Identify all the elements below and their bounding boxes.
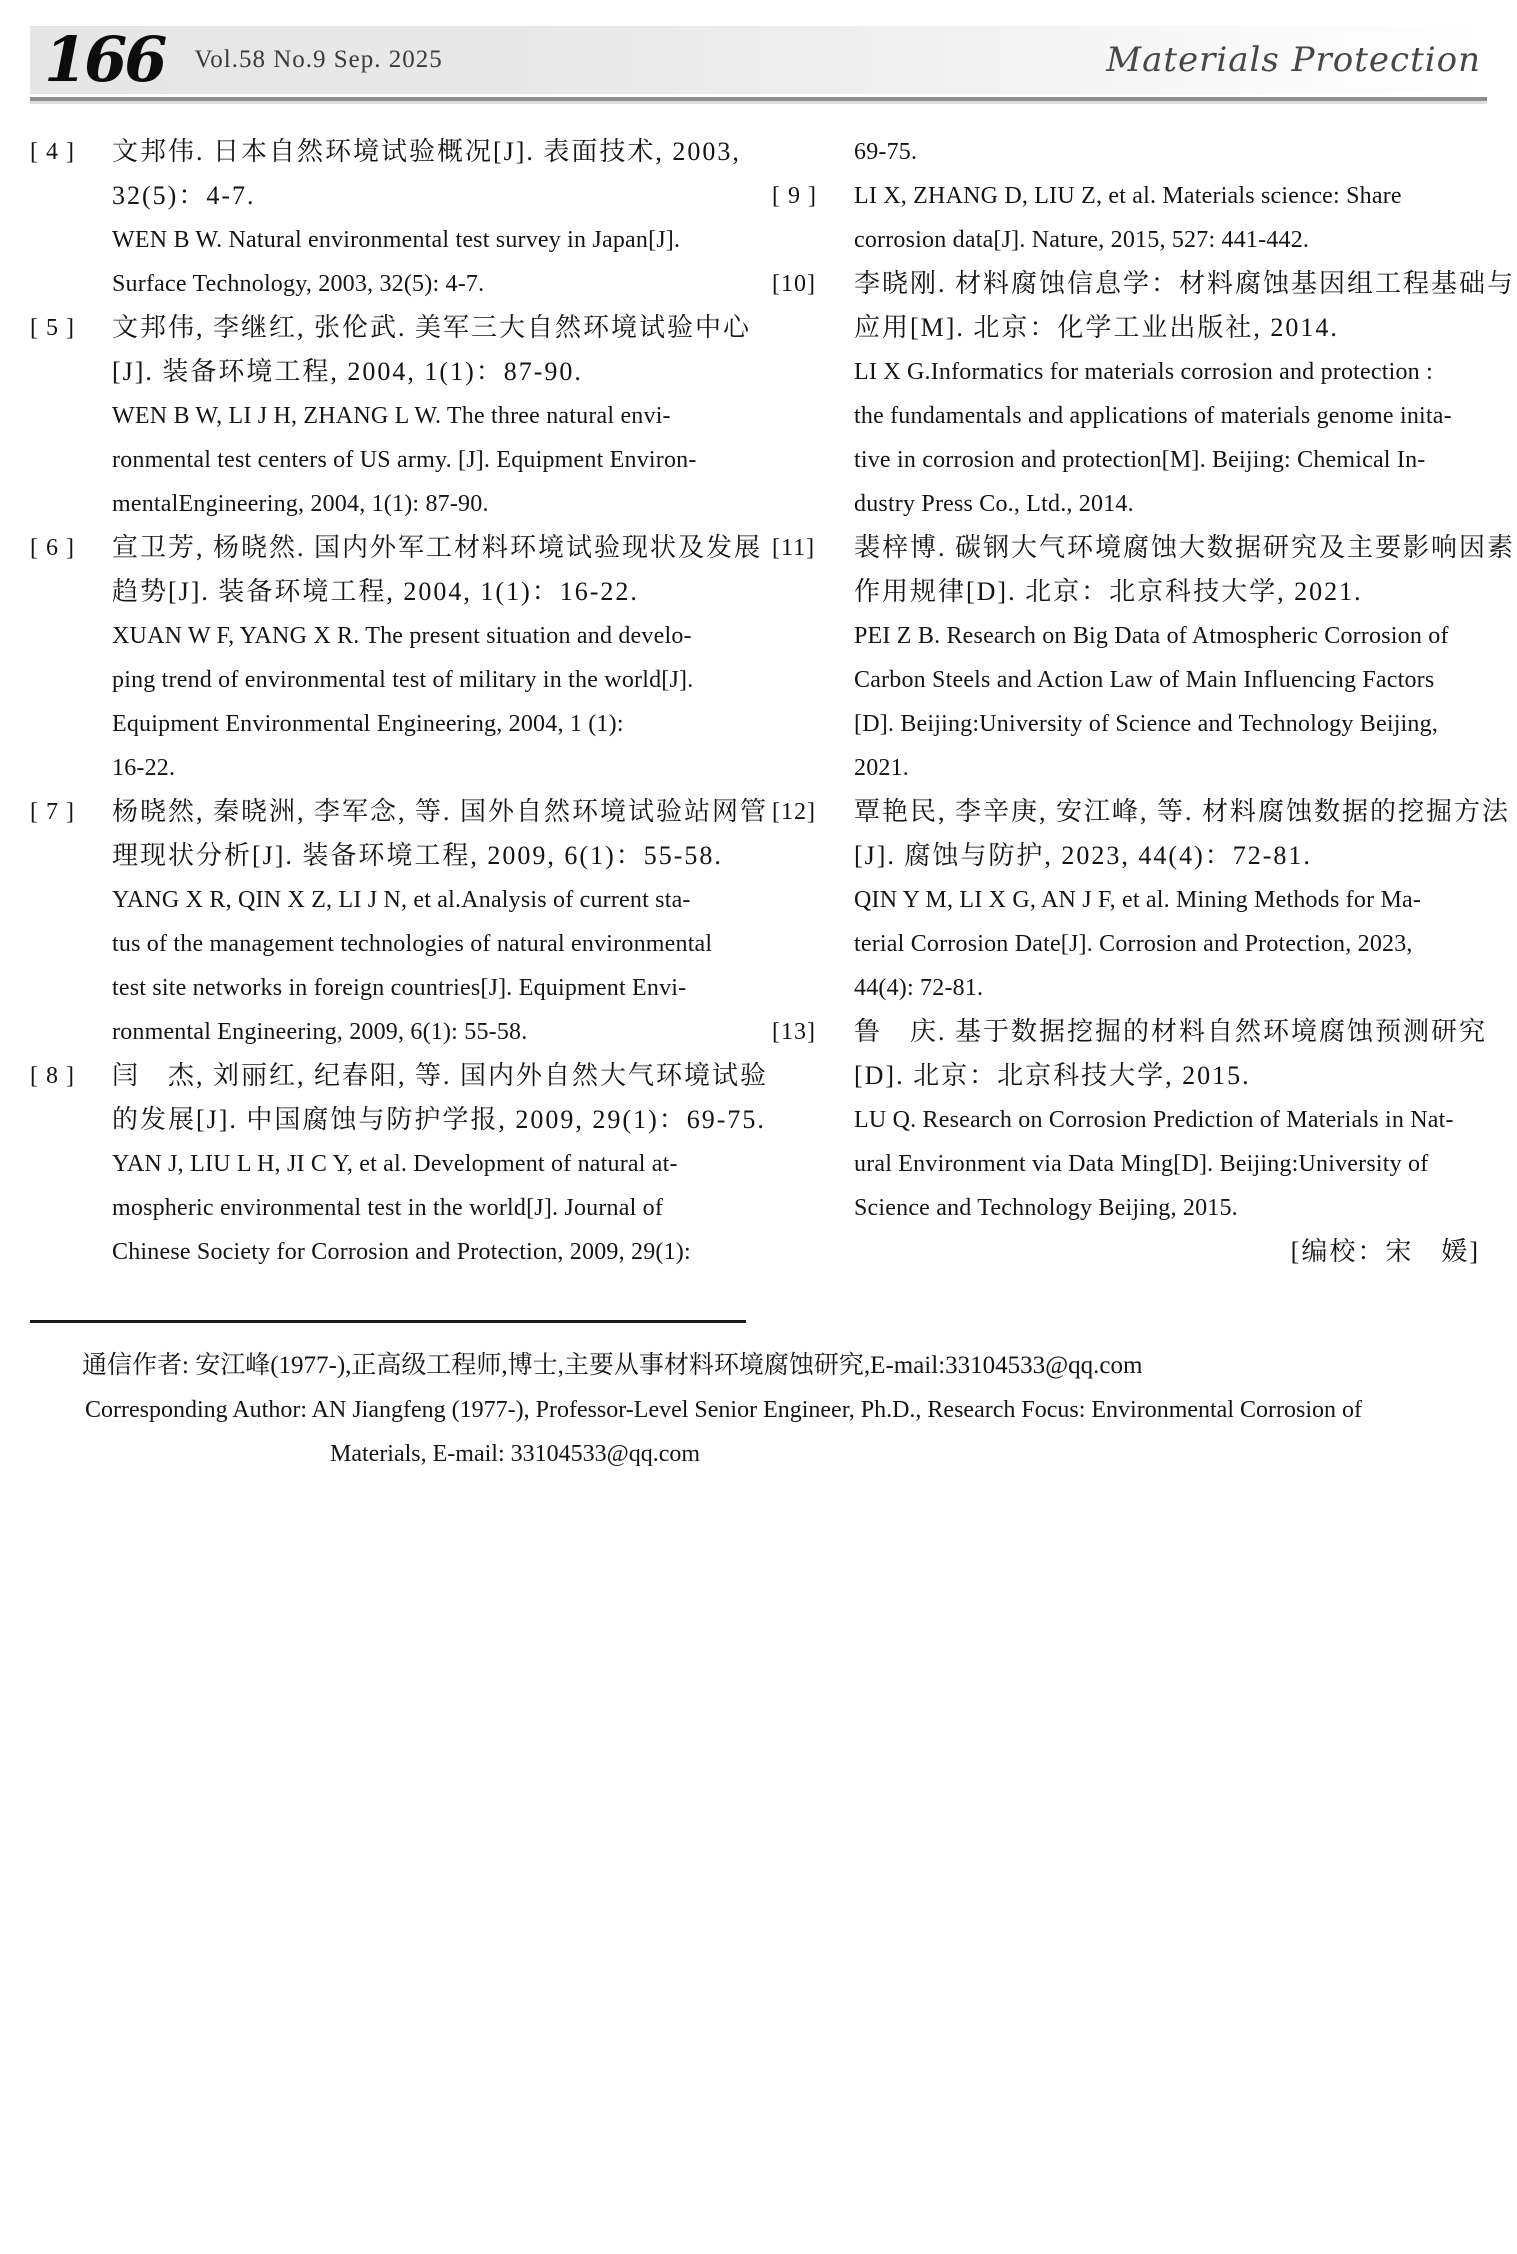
- reference-text: [854, 262, 1515, 526]
- reference-line: PEI Z B. Research on Big Data of Atmospheric Corrosion of: [854, 623, 1449, 649]
- reference-item: [30, 306, 752, 526]
- editor-note: [编校：宋 媛]: [1290, 1237, 1480, 1266]
- reference-line: 杨晓然, 秦晓洲, 李军念, 等. 国外自然环境试验站网管: [112, 797, 769, 826]
- reference-line: 文邦伟. 日本自然环境试验概况[J]. 表面技术, 2003,: [112, 137, 741, 166]
- reference-line: 69-75.: [854, 139, 918, 165]
- reference-item: [772, 1010, 1486, 1230]
- reference-line: Carbon Steels and Action Law of Main Influencing Factors: [854, 667, 1435, 693]
- footer-rule: [30, 1320, 746, 1323]
- reference-line: YANG X R, QIN X Z, LI J N, et al.Analysis of current sta-: [112, 887, 691, 913]
- reference-line: mospheric environmental test in the world[J]. Journal of: [112, 1195, 664, 1221]
- reference-line: ronmental Engineering, 2009, 6(1): 55-58.: [112, 1019, 528, 1045]
- reference-text: [854, 174, 1486, 262]
- reference-line: YAN J, LIU L H, JI C Y, et al. Development of natural at-: [112, 1151, 678, 1177]
- reference-item: [30, 790, 769, 1054]
- reference-line: Surface Technology, 2003, 32(5): 4-7.: [112, 271, 485, 297]
- reference-number: [13]: [772, 1019, 816, 1045]
- corresponding-author-cn: 通信作者: 安江峰(1977-),正高级工程师,博士,主要从事材料环境腐蚀研究,E-mail:33104533@qq.com: [82, 1352, 1143, 1379]
- reference-line: 闫 杰, 刘丽红, 纪春阳, 等. 国内外自然大气环境试验: [112, 1061, 769, 1090]
- issue-info: Vol.58 No.9 Sep. 2025: [194, 46, 443, 73]
- reference-line: XUAN W F, YANG X R. The present situation and develo-: [112, 623, 692, 649]
- header-rule: [30, 97, 1487, 104]
- reference-line: the fundamentals and applications of materials genome inita-: [854, 403, 1452, 429]
- reference-line: 作用规律[D]. 北京：北京科技大学, 2021.: [854, 577, 1363, 606]
- reference-text: [854, 790, 1510, 1010]
- reference-number: [ 4 ]: [30, 139, 75, 165]
- reference-text: [112, 526, 762, 790]
- reference-line: LU Q. Research on Corrosion Prediction of Materials in Nat-: [854, 1107, 1454, 1133]
- reference-number: [ 9 ]: [772, 183, 817, 209]
- reference-number: [ 7 ]: [30, 799, 75, 825]
- reference-line: Science and Technology Beijing, 2015.: [854, 1195, 1238, 1221]
- reference-item: [772, 262, 1516, 526]
- reference-text: [112, 1054, 768, 1274]
- page-number: 166: [44, 23, 165, 96]
- reference-text: [854, 130, 1486, 174]
- reference-line: 鲁 庆. 基于数据挖掘的材料自然环境腐蚀预测研究: [854, 1017, 1488, 1046]
- reference-line: mentalEngineering, 2004, 1(1): 87-90.: [112, 491, 489, 517]
- reference-line: 理现状分析[J]. 装备环境工程, 2009, 6(1)：55-58.: [112, 841, 723, 870]
- references-left-column: [30, 130, 769, 1274]
- reference-line: 应用[M]. 北京：化学工业出版社, 2014.: [854, 313, 1339, 342]
- references-section: [30, 130, 1516, 1274]
- reference-line: LI X, ZHANG D, LIU Z, et al. Materials science: Share: [854, 183, 1402, 209]
- reference-line: test site networks in foreign countries[J]. Equipment Envi-: [112, 975, 687, 1001]
- reference-line: [D]. 北京：北京科技大学, 2015.: [854, 1061, 1251, 1090]
- reference-line: 覃艳民, 李辛庚, 安江峰, 等. 材料腐蚀数据的挖掘方法: [854, 797, 1511, 826]
- reference-line: 2021.: [854, 755, 909, 781]
- reference-line: WEN B W. Natural environmental test survey in Japan[J].: [112, 227, 681, 253]
- reference-line: corrosion data[J]. Nature, 2015, 527: 441-442.: [854, 227, 1310, 253]
- reference-line: terial Corrosion Date[J]. Corrosion and Protection, 2023,: [854, 931, 1413, 957]
- reference-text: [112, 790, 768, 1054]
- reference-number: [10]: [772, 271, 816, 297]
- reference-line: 裴梓博. 碳钢大气环境腐蚀大数据研究及主要影响因素: [854, 533, 1516, 562]
- reference-line: LI X G.Informatics for materials corrosion and protection :: [854, 359, 1433, 385]
- reference-item: [772, 790, 1511, 1010]
- reference-line: ural Environment via Data Ming[D]. Beijing:University of: [854, 1151, 1429, 1177]
- reference-line: Equipment Environmental Engineering, 2004, 1 (1):: [112, 711, 624, 737]
- reference-item: [30, 526, 763, 790]
- reference-item: [30, 130, 744, 306]
- reference-line: dustry Press Co., Ltd., 2014.: [854, 491, 1134, 517]
- reference-line: 李晓刚. 材料腐蚀信息学：材料腐蚀基因组工程基础与: [854, 269, 1516, 298]
- reference-line: tus of the management technologies of natural environmental: [112, 931, 713, 957]
- reference-line: [J]. 装备环境工程, 2004, 1(1)：87-90.: [112, 357, 583, 386]
- reference-line: QIN Y M, LI X G, AN J F, et al. Mining Methods for Ma-: [854, 887, 1422, 913]
- reference-line: [D]. Beijing:University of Science and Technology Beijing,: [854, 711, 1439, 737]
- reference-item: [772, 526, 1516, 790]
- reference-text: [854, 526, 1515, 790]
- reference-line: [J]. 腐蚀与防护, 2023, 44(4)：72-81.: [854, 841, 1312, 870]
- reference-line: tive in corrosion and protection[M]. Beijing: Chemical In-: [854, 447, 1426, 473]
- corresponding-author-en: Corresponding Author: AN Jiangfeng (1977-), Professor-Level Senior Engineer, Ph.D., Research Focus: Environmental Corrosion of: [85, 1397, 1362, 1423]
- reference-line: 44(4): 72-81.: [854, 975, 984, 1001]
- reference-line: WEN B W, LI J H, ZHANG L W. The three natural envi-: [112, 403, 671, 429]
- reference-number: [ 6 ]: [30, 535, 75, 561]
- reference-line: 16-22.: [112, 755, 176, 781]
- reference-number: [ 8 ]: [30, 1063, 75, 1089]
- header-band: [30, 23, 1487, 96]
- reference-line: 宣卫芳, 杨晓然. 国内外军工材料环境试验现状及发展: [112, 533, 763, 562]
- reference-number: [11]: [772, 535, 816, 561]
- reference-line: 文邦伟, 李继红, 张伦武. 美军三大自然环境试验中心: [112, 313, 752, 342]
- reference-line: 的发展[J]. 中国腐蚀与防护学报, 2009, 29(1)：69-75.: [112, 1105, 766, 1134]
- corresponding-author-en-continued: Materials, E-mail: 33104533@qq.com: [330, 1441, 701, 1467]
- references-right-column: [772, 130, 1516, 1274]
- reference-text: [112, 306, 751, 526]
- reference-text: [854, 1010, 1487, 1230]
- reference-item: [772, 130, 1486, 174]
- reference-text: [112, 130, 744, 306]
- reference-line: 32(5)：4-7.: [112, 181, 256, 210]
- reference-line: Chinese Society for Corrosion and Protection, 2009, 29(1):: [112, 1239, 691, 1265]
- reference-number: [12]: [772, 799, 816, 825]
- reference-item: [30, 1054, 769, 1274]
- reference-line: ping trend of environmental test of military in the world[J].: [112, 667, 694, 693]
- reference-line: ronmental test centers of US army. [J]. Equipment Environ-: [112, 447, 697, 473]
- journal-name: Materials Protection: [1106, 40, 1481, 80]
- reference-line: 趋势[J]. 装备环境工程, 2004, 1(1)：16-22.: [112, 577, 639, 606]
- reference-number: [ 5 ]: [30, 315, 75, 341]
- reference-item: [772, 174, 1486, 262]
- reference-number: [772, 130, 854, 174]
